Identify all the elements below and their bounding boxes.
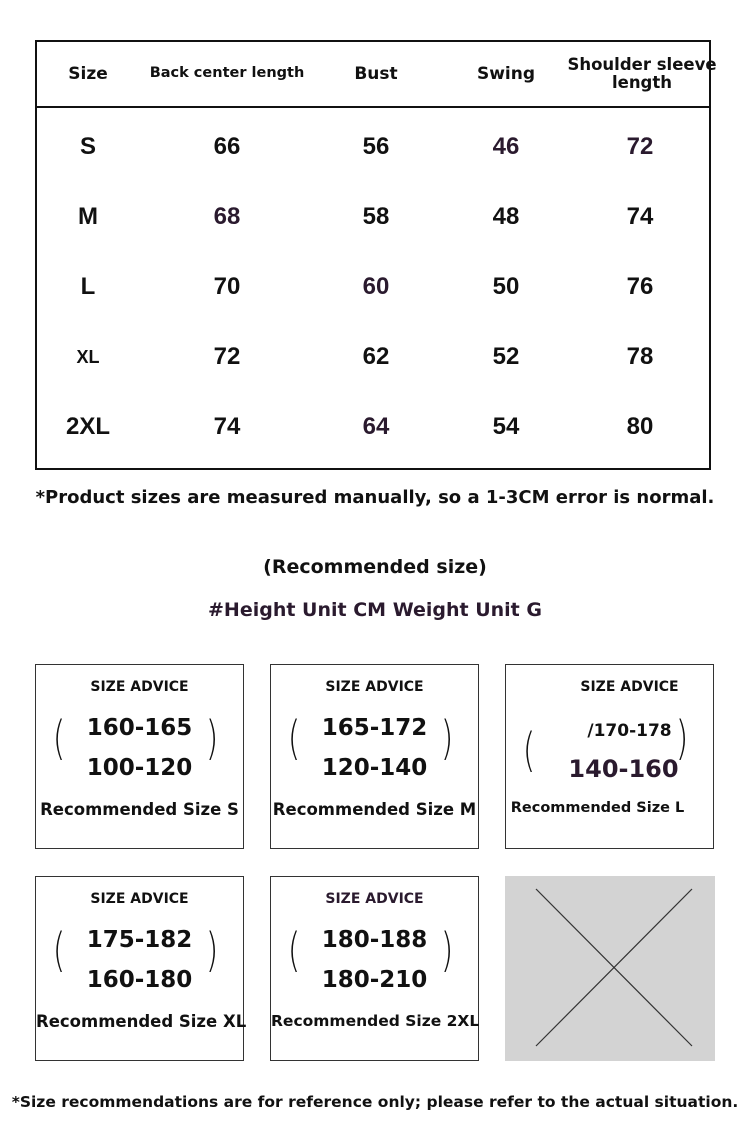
recommended-heading: (Recommended size): [263, 556, 487, 578]
table-row: [37, 392, 709, 462]
bust-cell: 58: [362, 203, 390, 230]
weight-range: 140-160: [568, 755, 679, 783]
weight-range: 160-180: [86, 967, 193, 993]
height-range: 175-182: [86, 927, 193, 953]
table-header-row: [37, 42, 717, 108]
recommended-size: Recommended Size L: [510, 800, 685, 816]
height-range: 165-172: [321, 715, 428, 741]
size-cell: M: [78, 203, 98, 230]
table-row: [37, 322, 709, 392]
card-title: SIZE ADVICE: [90, 679, 189, 695]
open-paren: (: [287, 923, 301, 977]
card-title: SIZE ADVICE: [325, 891, 424, 907]
close-paren: ): [205, 923, 219, 977]
size-cell: S: [79, 133, 96, 160]
height-range: 160-165: [86, 715, 193, 741]
size-advice-card-m: [270, 664, 479, 849]
swing-cell: 52: [492, 343, 520, 370]
header-swing: Swing: [476, 63, 536, 84]
footer-note: *Size recommendations are for reference only; please refer to the actual situation.: [11, 1093, 739, 1111]
bust-cell: 56: [362, 133, 390, 160]
back-length-cell: 72: [213, 343, 241, 370]
card-title: SIZE ADVICE: [325, 679, 424, 695]
weight-range: 120-140: [321, 755, 428, 781]
size-table: [35, 40, 717, 470]
table-row: [37, 252, 709, 322]
swing-cell: 46: [492, 133, 520, 160]
back-length-cell: 66: [213, 133, 241, 160]
header-shoulder-sleeve-length: Shoulder sleeve length: [567, 54, 717, 92]
size-cell: 2XL: [65, 413, 110, 440]
image-placeholder: [505, 876, 715, 1061]
swing-cell: 54: [492, 413, 520, 440]
open-paren: (: [52, 923, 66, 977]
open-paren: (: [287, 711, 301, 765]
close-paren: ): [675, 711, 689, 765]
recommended-size: Recommended Size 2XL: [271, 1012, 480, 1030]
sleeve-length-cell: 78: [626, 343, 654, 370]
back-length-cell: 70: [213, 273, 241, 300]
height-range: 180-188: [321, 927, 428, 953]
recommended-size: Recommended Size M: [272, 800, 477, 819]
back-length-cell: 74: [213, 413, 241, 440]
size-cell: XL: [76, 346, 100, 367]
sleeve-length-cell: 76: [626, 273, 654, 300]
open-paren: (: [522, 723, 536, 777]
recommended-size: Recommended Size S: [40, 800, 239, 819]
card-title: SIZE ADVICE: [90, 891, 189, 907]
header-back-center-length: Back center length: [149, 65, 305, 82]
size-advice-card-xl: [35, 876, 247, 1061]
table-row: [37, 112, 709, 182]
card-title: SIZE ADVICE: [580, 679, 679, 695]
weight-range: 180-210: [321, 967, 428, 993]
open-paren: (: [52, 711, 66, 765]
sleeve-length-cell: 80: [626, 413, 654, 440]
bust-cell: 64: [362, 413, 390, 440]
close-paren: ): [440, 711, 454, 765]
placeholder-x-icon: [505, 876, 715, 1061]
header-size: Size: [68, 63, 108, 84]
size-advice-card-l: [505, 664, 714, 849]
sleeve-length-cell: 72: [626, 133, 654, 160]
close-paren: ): [440, 923, 454, 977]
sleeve-length-cell: 74: [626, 203, 654, 230]
measurement-note: *Product sizes are measured manually, so a 1-3CM error is normal.: [35, 487, 715, 508]
size-advice-card-s: [35, 664, 244, 849]
size-advice-card-2xl: [270, 876, 479, 1061]
units-line: #Height Unit CM Weight Unit G: [208, 599, 542, 621]
weight-range: 100-120: [86, 755, 193, 781]
back-length-cell: 68: [213, 203, 241, 230]
recommended-size: Recommended Size XL: [36, 1012, 247, 1031]
size-cell: L: [80, 273, 96, 300]
bust-cell: 60: [362, 273, 390, 300]
header-bust: Bust: [354, 63, 398, 84]
swing-cell: 50: [492, 273, 520, 300]
height-range: /170-178: [587, 721, 672, 741]
table-row: [37, 182, 709, 252]
swing-cell: 48: [492, 203, 520, 230]
bust-cell: 62: [362, 343, 390, 370]
close-paren: ): [205, 711, 219, 765]
